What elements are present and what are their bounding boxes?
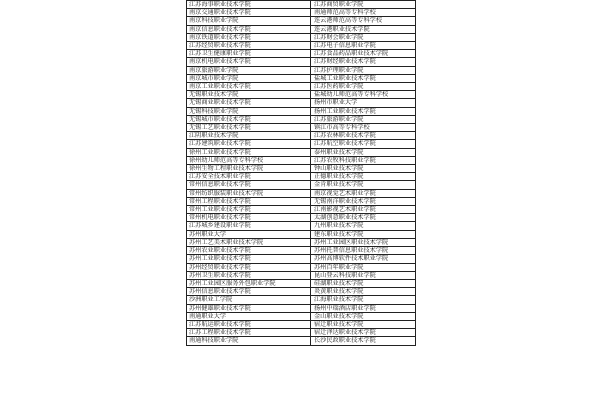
table-row xyxy=(187,74,416,82)
college-name-right-cell: 南通师范高等专科学校 xyxy=(311,9,416,17)
table-row xyxy=(187,320,416,328)
college-name-left-cell: 苏州工艺美术职业技术学院 xyxy=(187,238,311,246)
table-row xyxy=(187,263,416,271)
table-row xyxy=(187,148,416,156)
table-row xyxy=(187,50,416,58)
table-row xyxy=(187,124,416,132)
college-list-table xyxy=(186,0,416,346)
table-row xyxy=(187,115,416,123)
college-name-right-cell: 正德职业技术学院 xyxy=(311,173,416,181)
college-name-left-cell: 徐州工业职业技术学院 xyxy=(187,148,311,156)
college-name-left-cell: 南京工业职业技术学院 xyxy=(187,83,311,91)
college-name-left-cell: 徐州幼儿师范高等专科学校 xyxy=(187,156,311,164)
college-name-left-cell: 苏州农业职业技术学院 xyxy=(187,247,311,255)
table-row xyxy=(187,99,416,107)
college-name-right-cell: 扬州工业职业技术学院 xyxy=(311,107,416,115)
college-name-left-cell: 苏州卫生职业技术学院 xyxy=(187,271,311,279)
college-name-left-cell: 南京城市职业学院 xyxy=(187,74,311,82)
college-name-right-cell: 江苏医药职业学院 xyxy=(311,83,416,91)
college-name-left-cell: 苏州工业园区服务外包职业学院 xyxy=(187,279,311,287)
table-row xyxy=(187,271,416,279)
table-row xyxy=(187,337,416,345)
college-name-right-cell: 江苏农林职业技术学院 xyxy=(311,132,416,140)
college-name-left-cell: 南京交通职业技术学院 xyxy=(187,9,311,17)
table-row xyxy=(187,58,416,66)
college-name-left-cell: 南通职业大学 xyxy=(187,312,311,320)
table-row xyxy=(187,132,416,140)
college-name-left-cell: 江苏经贸职业技术学院 xyxy=(187,42,311,50)
college-name-right-cell: 江苏航空职业技术学院 xyxy=(311,140,416,148)
college-name-right-cell: 金肯职业技术学院 xyxy=(311,181,416,189)
table-row xyxy=(187,304,416,312)
table-row xyxy=(187,238,416,246)
table-row xyxy=(187,312,416,320)
table-row xyxy=(187,33,416,41)
college-name-left-cell: 江苏工程职业技术学院 xyxy=(187,329,311,337)
table-row xyxy=(187,230,416,238)
college-name-left-cell: 江苏建筑职业技术学院 xyxy=(187,140,311,148)
college-name-left-cell: 常州信息职业技术学院 xyxy=(187,181,311,189)
college-name-right-cell: 江苏商贸职业学院 xyxy=(311,1,416,9)
table-row xyxy=(187,222,416,230)
college-name-left-cell: 南京铁道职业技术学院 xyxy=(187,33,311,41)
college-name-left-cell: 常州工业职业技术学院 xyxy=(187,206,311,214)
college-name-right-cell: 苏州托普信息职业技术学院 xyxy=(311,247,416,255)
table-row xyxy=(187,288,416,296)
college-name-left-cell: 徐州生物工程职业技术学院 xyxy=(187,165,311,173)
college-name-right-cell: 扬州中瑞酒店职业学院 xyxy=(311,304,416,312)
college-name-right-cell: 江苏电子信息职业学院 xyxy=(311,42,416,50)
college-name-right-cell: 昆山登云科技职业学院 xyxy=(311,271,416,279)
college-name-left-cell: 苏州工业职业技术学院 xyxy=(187,255,311,263)
table-row xyxy=(187,197,416,205)
college-name-left-cell: 常州纺织服装职业技术学院 xyxy=(187,189,311,197)
college-name-right-cell: 苏州百年职业学院 xyxy=(311,263,416,271)
table-row xyxy=(187,296,416,304)
table-row xyxy=(187,206,416,214)
college-name-right-cell: 盐城工业职业技术学院 xyxy=(311,74,416,82)
college-name-right-cell: 南京视觉艺术职业学院 xyxy=(311,189,416,197)
college-name-right-cell: 江苏财经职业技术学院 xyxy=(311,58,416,66)
college-name-right-cell: 江南影视艺术职业学院 xyxy=(311,206,416,214)
college-name-right-cell: 泰州职业技术学院 xyxy=(311,148,416,156)
college-name-left-cell: 苏州信息职业技术学院 xyxy=(187,288,311,296)
college-name-left-cell: 江苏航运职业技术学院 xyxy=(187,320,311,328)
college-name-left-cell: 南通科技职业学院 xyxy=(187,337,311,345)
table-row xyxy=(187,91,416,99)
college-name-right-cell: 江苏旅游职业学院 xyxy=(311,115,416,123)
college-name-right-cell: 江苏护理职业学院 xyxy=(311,66,416,74)
table-row xyxy=(187,42,416,50)
college-name-right-cell: 连云港职业技术学院 xyxy=(311,25,416,33)
college-name-left-cell: 无锡科技职业学院 xyxy=(187,107,311,115)
table-row xyxy=(187,66,416,74)
table-row xyxy=(187,189,416,197)
college-name-right-cell: 盐城幼儿师范高等专科学校 xyxy=(311,91,416,99)
college-name-left-cell: 常州机电职业技术学院 xyxy=(187,214,311,222)
table-row xyxy=(187,156,416,164)
college-name-left-cell: 南京科技职业学院 xyxy=(187,17,311,25)
table-row xyxy=(187,25,416,33)
table-row xyxy=(187,165,416,173)
college-name-right-cell: 炎黄职业技术学院 xyxy=(311,288,416,296)
table-row xyxy=(187,247,416,255)
college-name-left-cell: 江苏安全技术职业学院 xyxy=(187,173,311,181)
table-row xyxy=(187,214,416,222)
college-name-left-cell: 无锡城市职业技术学院 xyxy=(187,115,311,123)
college-name-left-cell: 常州工程职业技术学院 xyxy=(187,197,311,205)
table-row xyxy=(187,9,416,17)
college-name-right-cell: 建东职业技术学院 xyxy=(311,230,416,238)
college-name-left-cell: 江苏卫生健康职业学院 xyxy=(187,50,311,58)
table-row xyxy=(187,181,416,189)
college-name-left-cell: 无锡商业职业技术学院 xyxy=(187,99,311,107)
table-row xyxy=(187,17,416,25)
table-row xyxy=(187,1,416,9)
table-row xyxy=(187,140,416,148)
college-name-right-cell: 扬州市职业大学 xyxy=(311,99,416,107)
college-name-right-cell: 金山职业技术学院 xyxy=(311,312,416,320)
college-name-right-cell: 宿迁泽达职业技术学院 xyxy=(311,329,416,337)
table-row xyxy=(187,83,416,91)
college-name-left-cell: 江阴职业技术学院 xyxy=(187,132,311,140)
college-name-right-cell: 无锡南洋职业技术学院 xyxy=(311,197,416,205)
college-name-right-cell: 钟山职业技术学院 xyxy=(311,165,416,173)
college-list-body xyxy=(187,1,416,346)
college-name-right-cell: 江苏财会职业学院 xyxy=(311,33,416,41)
college-name-right-cell: 太湖创意职业技术学院 xyxy=(311,214,416,222)
college-name-right-cell: 苏州工业园区职业技术学院 xyxy=(311,238,416,246)
college-name-right-cell: 连云港师范高等专科学校 xyxy=(311,17,416,25)
college-name-left-cell: 无锡职业技术学院 xyxy=(187,91,311,99)
college-name-right-cell: 江海职业技术学院 xyxy=(311,296,416,304)
college-name-left-cell: 南京信息职业技术学院 xyxy=(187,25,311,33)
table-row xyxy=(187,329,416,337)
college-name-left-cell: 苏州职业大学 xyxy=(187,230,311,238)
college-name-left-cell: 江苏海事职业技术学院 xyxy=(187,1,311,9)
college-name-right-cell: 镇江市高等专科学校 xyxy=(311,124,416,132)
college-name-left-cell: 苏州健雄职业技术学院 xyxy=(187,304,311,312)
table-row xyxy=(187,255,416,263)
table-row xyxy=(187,107,416,115)
college-name-right-cell: 苏州高博软件技术职业学院 xyxy=(311,255,416,263)
college-name-right-cell: 江苏农牧科技职业学院 xyxy=(311,156,416,164)
college-name-left-cell: 江苏城乡建设职业学院 xyxy=(187,222,311,230)
table-row xyxy=(187,279,416,287)
college-name-left-cell: 苏州经贸职业技术学院 xyxy=(187,263,311,271)
college-name-left-cell: 南京旅游职业学院 xyxy=(187,66,311,74)
college-name-right-cell: 长沙民政职业技术学院 xyxy=(311,337,416,345)
college-name-right-cell: 宿迁职业技术学院 xyxy=(311,320,416,328)
college-name-right-cell: 硅湖职业技术学院 xyxy=(311,279,416,287)
college-name-left-cell: 无锡工艺职业技术学院 xyxy=(187,124,311,132)
college-name-right-cell: 江苏食品药品职业技术学院 xyxy=(311,50,416,58)
college-name-right-cell: 九州职业技术学院 xyxy=(311,222,416,230)
college-name-left-cell: 沙洲职业工学院 xyxy=(187,296,311,304)
table-row xyxy=(187,173,416,181)
college-name-left-cell: 南京机电职业技术学院 xyxy=(187,58,311,66)
